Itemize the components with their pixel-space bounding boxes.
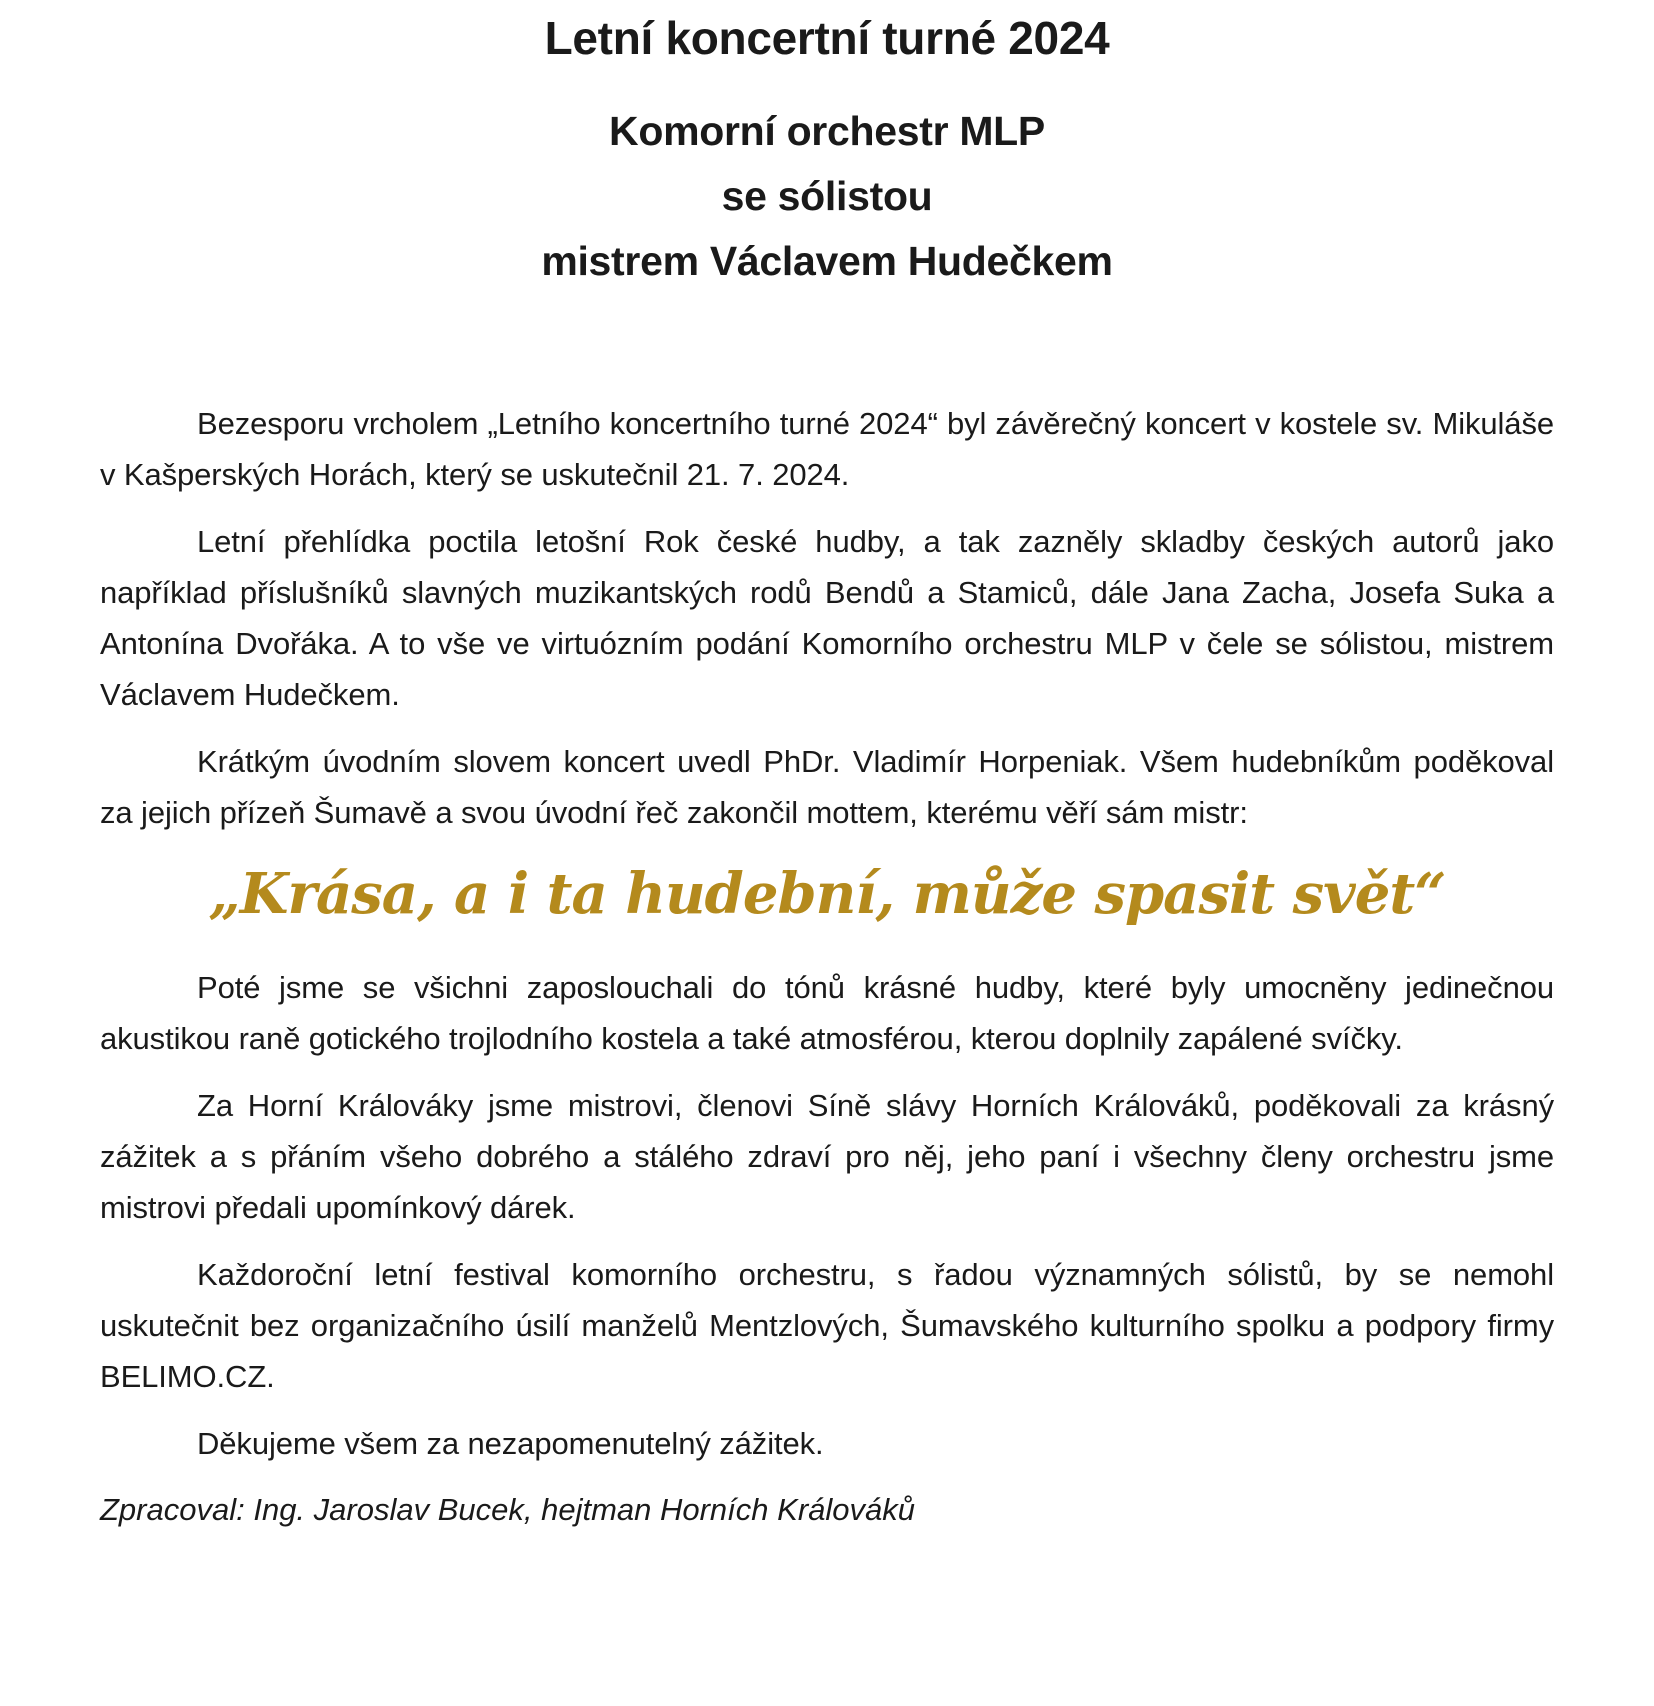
subtitle-master: mistrem Václavem Hudečkem [541, 238, 1113, 284]
author-signature: Zpracoval: Ing. Jaroslav Bucek, hejtman Horních Králováků [100, 1492, 915, 1527]
article-body [100, 398, 1554, 1535]
paragraph-thanks-gift: Za Horní Králováky jsme mistrovi, členovi Síně slávy Horních Králováků, poděkovali za krásný zážitek a s přáním všeho dobrého a stálého zdraví pro něj, jeho paní i všechny členy orchestru jsme mistrovi předali upomínkový dárek. [100, 1088, 1554, 1225]
paragraph-listening: Poté jsme se všichni zaposlouchali do tónů krásné hudby, které byly umocněny jedinečnou akustikou raně gotického trojlodního kostela a také atmosférou, kterou doplnily zapálené svíčky. [100, 970, 1554, 1056]
subtitle-soloist: se sólistou [721, 173, 933, 219]
paragraph-introduction: Krátkým úvodním slovem koncert uvedl PhDr. Vladimír Horpeniak. Všem hudebníkům poděkoval za jejich přízeň Šumavě a svou úvodní řeč zakončil mottem, kterému věří sám mistr: [100, 744, 1554, 830]
paragraph-final-concert: Bezesporu vrcholem „Letního koncertního turné 2024“ byl závěrečný koncert v kostele sv. Mikuláše v Kašperských Horách, který se uskutečnil 21. 7. 2024. [100, 406, 1554, 492]
motto-quote: „Krása, a i ta hudební, může spasit svět“ [208, 861, 1446, 927]
document-title: Letní koncertní turné 2024 [544, 12, 1110, 64]
subtitle-orchestra: Komorní orchestr MLP [609, 108, 1045, 154]
paragraph-czech-music-year: Letní přehlídka poctila letošní Rok české hudby, a tak zazněly skladby českých autorů jako například příslušníků slavných muzikantských rodů Bendů a Stamiců, dále Jana Zacha, Josefa Suka a Antonína Dvořáka. A to vše ve virtuózním podání Komorního orchestru MLP v čele se sólistou, mistrem Václavem Hudečkem. [100, 524, 1554, 712]
paragraph-festival-organizers: Každoroční letní festival komorního orchestru, s řadou významných sólistů, by se nemohl uskutečnit bez organizačního úsilí manželů Mentzlových, Šumavského kulturního spolku a podpory firmy BELIMO.CZ. [100, 1257, 1554, 1394]
paragraph-closing-thanks: Děkujeme všem za nezapomenutelný zážitek. [197, 1426, 824, 1461]
